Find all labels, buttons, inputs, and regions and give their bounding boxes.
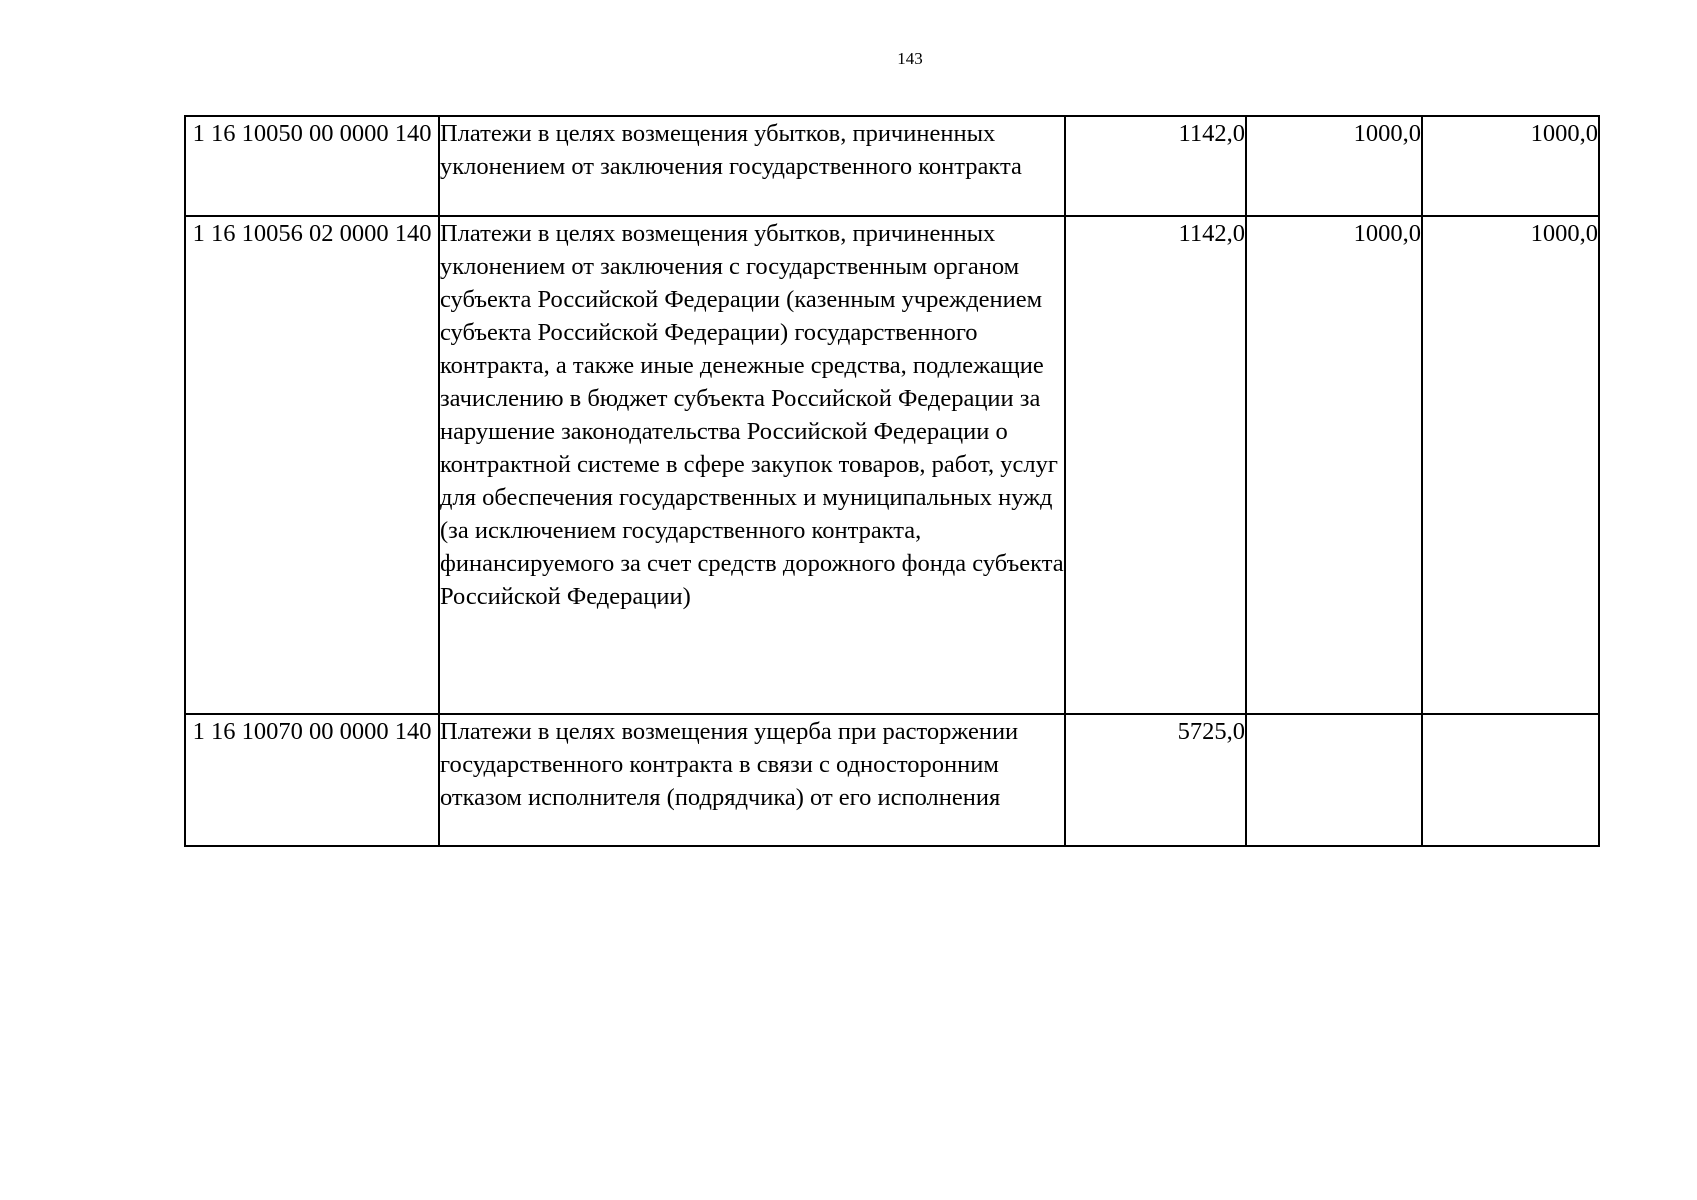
amount-year-2-cell: 1000,0 [1246,216,1422,714]
table-row [185,714,1599,846]
page-number: 143 [897,49,923,68]
budget-code-cell: 1 16 10050 00 0000 140 [185,116,439,216]
amount-year-3-cell: 1000,0 [1422,216,1599,714]
amount-year-1-cell: 1142,0 [1065,116,1246,216]
amount-year-2-cell [1246,714,1422,846]
amount-year-3-cell [1422,714,1599,846]
amount-year-2-cell: 1000,0 [1246,116,1422,216]
amount-year-1-cell: 5725,0 [1065,714,1246,846]
table-row [185,116,1599,216]
income-name-cell: Платежи в целях возмещения убытков, причиненных уклонением от заключения с государственным органом субъекта Российской Федерации (казенным учреждением субъекта Российской Федерации) государственного контракта, а также иные денежные средства, подлежащие зачислению в бюджет субъекта Российской Федерации за нарушение законодательства Российской Федерации о контрактной системе в сфере закупок товаров, работ, услуг для обеспечения государственных и муниципальных нужд (за исключением государственного контракта, финансируемого за счет средств дорожного фонда субъекта Российской Федерации) [439,216,1065,714]
income-name-cell: Платежи в целях возмещения убытков, причиненных уклонением от заключения государственного контракта [439,116,1065,216]
budget-code-cell: 1 16 10070 00 0000 140 [185,714,439,846]
budget-code-cell: 1 16 10056 02 0000 140 [185,216,439,714]
amount-year-1-cell: 1142,0 [1065,216,1246,714]
table-row [185,216,1599,714]
budget-table [184,115,1600,847]
amount-year-3-cell: 1000,0 [1422,116,1599,216]
income-name-cell: Платежи в целях возмещения ущерба при расторжении государственного контракта в связи с односторонним отказом исполнителя (подрядчика) от его исполнения [439,714,1065,846]
